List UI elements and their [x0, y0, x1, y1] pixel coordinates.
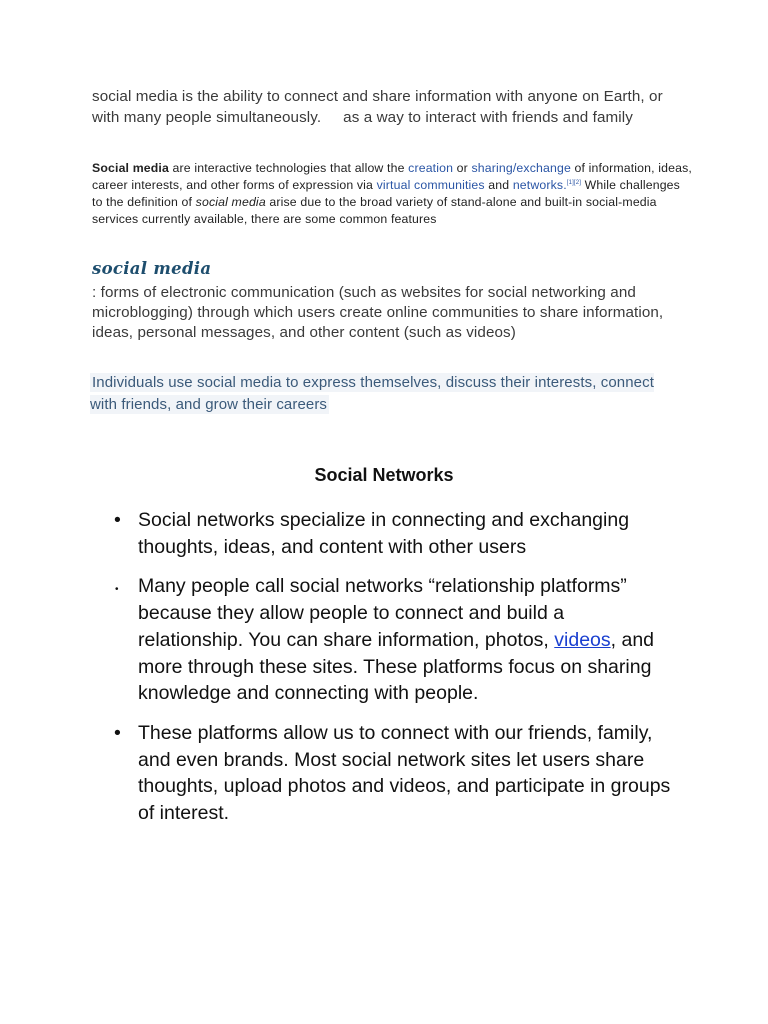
citation-marker[interactable]: [1][2] — [566, 180, 582, 186]
bullet-list — [114, 507, 674, 840]
link-virtual-communities[interactable]: virtual communities — [376, 178, 485, 192]
bullet-text — [138, 575, 654, 704]
bullet-dot: • — [114, 721, 121, 744]
bullet-text: Social networks specialize in connecting and exchanging thoughts, ideas, and content with other users — [138, 509, 630, 558]
link-networks[interactable]: networks. — [512, 178, 567, 192]
wiki-text: are interactive technologies that allow the — [168, 161, 409, 175]
highlighted-snippet — [90, 372, 670, 416]
wiki-italic-term: social media — [195, 195, 266, 209]
intro-text-b: as a way to interact with friends and family — [343, 109, 633, 126]
wiki-text: of information, ideas, career interests, and other forms of expression via — [92, 161, 692, 192]
bullet-item — [114, 573, 674, 707]
dictionary-term: social media — [92, 259, 212, 278]
bullet-text-part: , and more through these sites. These platforms focus on sharing knowledge and connecting with people. — [138, 628, 655, 705]
wiki-text: While challenges to the definition of — [92, 178, 680, 209]
dictionary-definition: : forms of electronic communication (such as websites for social networking and microblogging) through which users create online communities to share information, ideas, personal messages, and other content (such as videos) — [92, 284, 664, 341]
bullet-text-part: Many people call social networks “relationship platforms” because they allow people to connect and build a relationship. You can share information, photos, — [138, 575, 627, 651]
highlight-text: Individuals use social media to express themselves, discuss their interests, connect with friends, and grow their careers — [90, 374, 654, 413]
bullet-text: These platforms allow us to connect with our friends, family, and even brands. Most social network sites let users share thoughts, upload photos and videos, and participate in groups of interest. — [138, 721, 671, 825]
bullet-dot: • — [114, 509, 121, 531]
bullet-dot: • — [115, 584, 119, 596]
intro-paragraph — [92, 86, 682, 128]
wiki-text: and — [484, 178, 513, 192]
section-heading: Social Networks — [314, 465, 454, 485]
videos-link[interactable]: videos — [554, 628, 611, 651]
wiki-paragraph — [92, 160, 692, 228]
intro-text-a: social media is the ability to connect and share information with anyone on Earth, or with many people simultaneously. — [92, 88, 663, 126]
link-sharing-exchange[interactable]: sharing/exchange — [471, 161, 571, 175]
wiki-bold-term: Social media — [92, 161, 169, 175]
link-creation[interactable]: creation — [408, 161, 454, 175]
wiki-text: arise due to the broad variety of stand-alone and built-in social-media services currently available, there are some common features — [92, 195, 657, 226]
wiki-text: or — [453, 161, 472, 175]
bullet-item — [114, 507, 674, 560]
bullet-item — [114, 720, 674, 827]
